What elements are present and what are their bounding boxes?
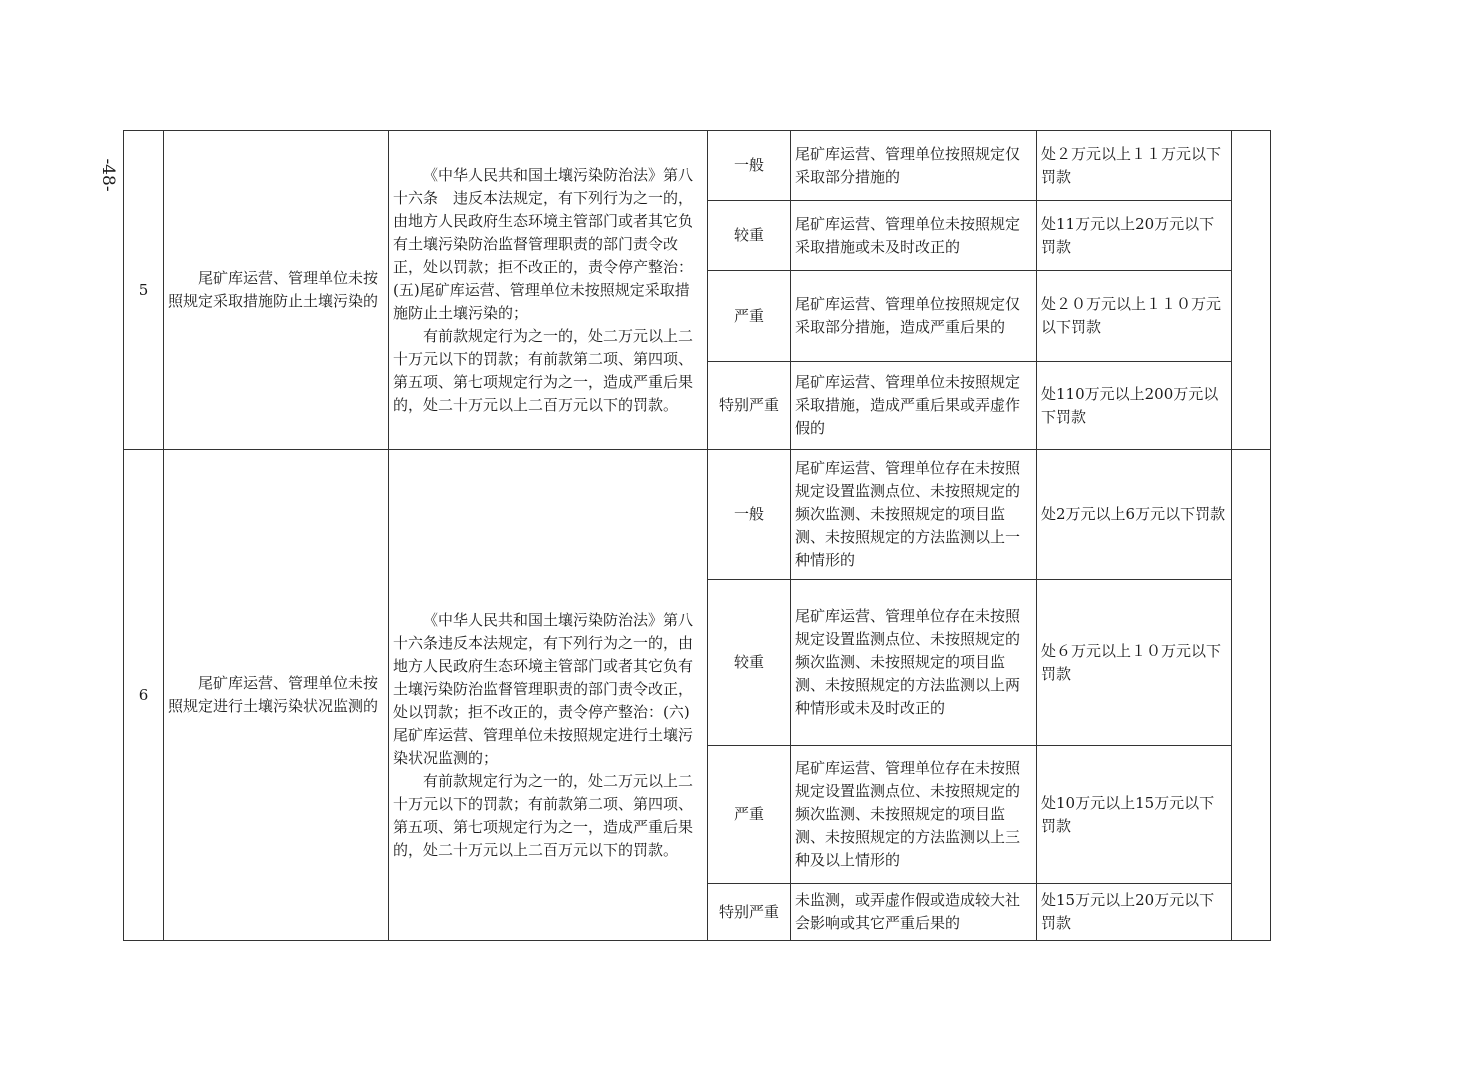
table-row xyxy=(124,450,1271,580)
legal-basis-paragraph: 有前款规定行为之一的，处二万元以上二十万元以下的罚款；有前款第二项、第四项、第五项、第七项规定行为之一，造成严重后果的，处二十万元以上二百万元以下的罚款。 xyxy=(393,771,694,859)
violation-circumstance: 尾矿库运营、管理单位存在未按照规定设置监测点位、未按照规定的频次监测、未按照规定的项目监测、未按照规定的方法监测以上一种情形的 xyxy=(791,450,1037,580)
legal-basis-paragraph: 有前款规定行为之一的，处二万元以上二十万元以下的罚款；有前款第二项、第四项、第五项、第七项规定行为之一，造成严重后果的，处二十万元以上二百万元以下的罚款。 xyxy=(393,326,694,414)
discretion-level: 一般 xyxy=(708,450,791,580)
violation-circumstance: 尾矿库运营、管理单位未按照规定采取措施，造成严重后果或弄虚作假的 xyxy=(791,362,1037,450)
penalty-standard: 处２０万元以上１１０万元以下罚款 xyxy=(1037,271,1232,362)
table-row xyxy=(124,131,1271,201)
violation-circumstance: 未监测，或弄虚作假或造成较大社会影响或其它严重后果的 xyxy=(791,884,1037,941)
item-number: 6 xyxy=(124,450,164,941)
penalty-standard: 处2万元以上6万元以下罚款 xyxy=(1037,450,1232,580)
penalty-standard: 处110万元以上200万元以下罚款 xyxy=(1037,362,1232,450)
remarks-cell xyxy=(1232,131,1271,450)
legal-basis-paragraph: 《中华人民共和国土壤污染防治法》第八十六条 违反本法规定，有下列行为之一的，由地方人民政府生态环境主管部门或者其它负有土壤污染防治监督管理职责的部门责令改正，处以罚款；拒不改正的，责令停产整治：(五)尾矿库运营、管理单位未按照规定采取措施防止土壤污染的； xyxy=(393,165,694,322)
penalty-standard: 处11万元以上20万元以下罚款 xyxy=(1037,201,1232,271)
penalty-discretion-table xyxy=(123,130,1271,941)
discretion-level: 特别严重 xyxy=(708,362,791,450)
violation-circumstance: 尾矿库运营、管理单位按照规定仅采取部分措施，造成严重后果的 xyxy=(791,271,1037,362)
legal-basis xyxy=(389,131,708,450)
page-number: -48- xyxy=(98,158,118,192)
discretion-level: 特别严重 xyxy=(708,884,791,941)
discretion-level: 严重 xyxy=(708,271,791,362)
remarks-cell xyxy=(1232,450,1271,941)
penalty-standard: 处15万元以上20万元以下罚款 xyxy=(1037,884,1232,941)
discretion-level: 较重 xyxy=(708,201,791,271)
violation-circumstance: 尾矿库运营、管理单位存在未按照规定设置监测点位、未按照规定的频次监测、未按照规定的项目监测、未按照规定的方法监测以上三种及以上情形的 xyxy=(791,746,1037,884)
penalty-standard: 处10万元以上15万元以下罚款 xyxy=(1037,746,1232,884)
violation-circumstance: 尾矿库运营、管理单位未按照规定采取措施或未及时改正的 xyxy=(791,201,1037,271)
penalty-standard: 处６万元以上１０万元以下罚款 xyxy=(1037,580,1232,746)
discretion-level: 较重 xyxy=(708,580,791,746)
violation-circumstance: 尾矿库运营、管理单位按照规定仅采取部分措施的 xyxy=(791,131,1037,201)
legal-basis xyxy=(389,450,708,941)
legal-basis-paragraph: 《中华人民共和国土壤污染防治法》第八十六条违反本法规定，有下列行为之一的，由地方人民政府生态环境主管部门或者其它负有土壤污染防治监督管理职责的部门责令改正，处以罚款；拒不改正的，责令停产整治：(六)尾矿库运营、管理单位未按照规定进行土壤污染状况监测的； xyxy=(393,610,694,767)
violation-circumstance: 尾矿库运营、管理单位存在未按照规定设置监测点位、未按照规定的频次监测、未按照规定的项目监测、未按照规定的方法监测以上两种情形或未及时改正的 xyxy=(791,580,1037,746)
violation-behavior: 尾矿库运营、管理单位未按照规定采取措施防止土壤污染的 xyxy=(164,131,389,450)
discretion-level: 严重 xyxy=(708,746,791,884)
penalty-standard: 处２万元以上１１万元以下罚款 xyxy=(1037,131,1232,201)
item-number: 5 xyxy=(124,131,164,450)
violation-behavior: 尾矿库运营、管理单位未按照规定进行土壤污染状况监测的 xyxy=(164,450,389,941)
discretion-level: 一般 xyxy=(708,131,791,201)
